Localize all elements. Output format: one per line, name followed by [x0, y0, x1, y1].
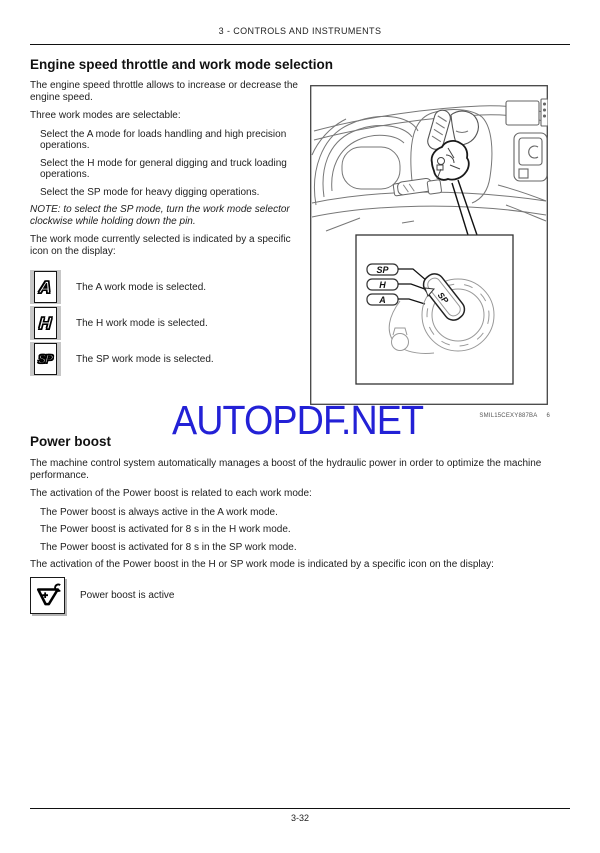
throttle-text-column	[30, 80, 308, 376]
selector-label-sp: SP	[376, 265, 389, 275]
power-boost-glyph	[35, 583, 61, 609]
mode-icon-row-h	[30, 306, 308, 340]
watermark: AUTOPDF.NET	[172, 397, 424, 443]
mode-instruction-h: Select the H mode for general digging and truck loading operations.	[40, 157, 287, 180]
mode-icon-label-a: The A work mode is selected.	[76, 281, 207, 293]
header-rule	[30, 44, 570, 45]
power-boost-item-h: The Power boost is activated for 8 s in the H work mode.	[40, 524, 291, 535]
throttle-section-body	[30, 80, 570, 432]
work-mode-sp-icon: SP	[30, 342, 61, 376]
section-title-power-boost: Power boost	[30, 434, 112, 449]
console-line-drawing	[310, 85, 548, 405]
power-boost-label: Power boost is active	[80, 590, 175, 601]
power-boost-p3: The activation of the Power boost in the H or SP work mode is indicated by a specific icon on the display:	[30, 559, 494, 570]
display-intro: The work mode currently selected is indicated by a specific icon on the display:	[30, 234, 291, 257]
mode-icon-row-a	[30, 270, 308, 304]
page-footer	[30, 808, 570, 823]
figure-work-mode-selector	[310, 85, 550, 419]
selector-label-h: H	[379, 280, 386, 290]
running-header: 3 - CONTROLS AND INSTRUMENTS	[218, 26, 382, 36]
mode-instruction-sp: Select the SP mode for heavy digging operations.	[40, 186, 260, 198]
section-title-throttle: Engine speed throttle and work mode selection	[30, 57, 334, 72]
power-boost-item-a: The Power boost is always active in the A work mode.	[40, 506, 278, 518]
page-number: 3-32	[290, 813, 309, 823]
power-boost-p2: The activation of the Power boost is related to each work mode:	[30, 488, 312, 499]
power-boost-icon	[30, 577, 65, 614]
note-sp-mode: NOTE: to select the SP mode, turn the work mode selector clockwise while holding down the pin.	[30, 204, 290, 227]
mode-instruction-a: Select the A mode for loads handling and high precision operations.	[40, 128, 287, 151]
throttle-intro: The engine speed throttle allows to increase or decrease the engine speed.	[30, 80, 298, 103]
power-boost-icon-row	[30, 579, 570, 613]
power-boost-item-sp: The Power boost is activated for 8 s in the SP work mode.	[40, 541, 297, 553]
selector-label-a: A	[379, 295, 386, 305]
work-mode-h-icon: H	[30, 306, 61, 340]
mode-icon-row-sp	[30, 342, 308, 376]
work-mode-a-icon: A	[30, 270, 61, 304]
figure-number: 6	[546, 413, 550, 419]
mode-icon-label-sp: The SP work mode is selected.	[76, 353, 214, 365]
knob-label-sp: SP	[435, 290, 451, 306]
power-boost-p1: The machine control system automatically manages a boost of the hydraulic power in order to optimize the machine performance.	[30, 458, 542, 481]
selectable-line: Three work modes are selectable:	[30, 110, 181, 121]
figure-code: SMIL15CEXY887BA	[479, 413, 538, 419]
mode-icon-label-h: The H work mode is selected.	[76, 317, 208, 329]
